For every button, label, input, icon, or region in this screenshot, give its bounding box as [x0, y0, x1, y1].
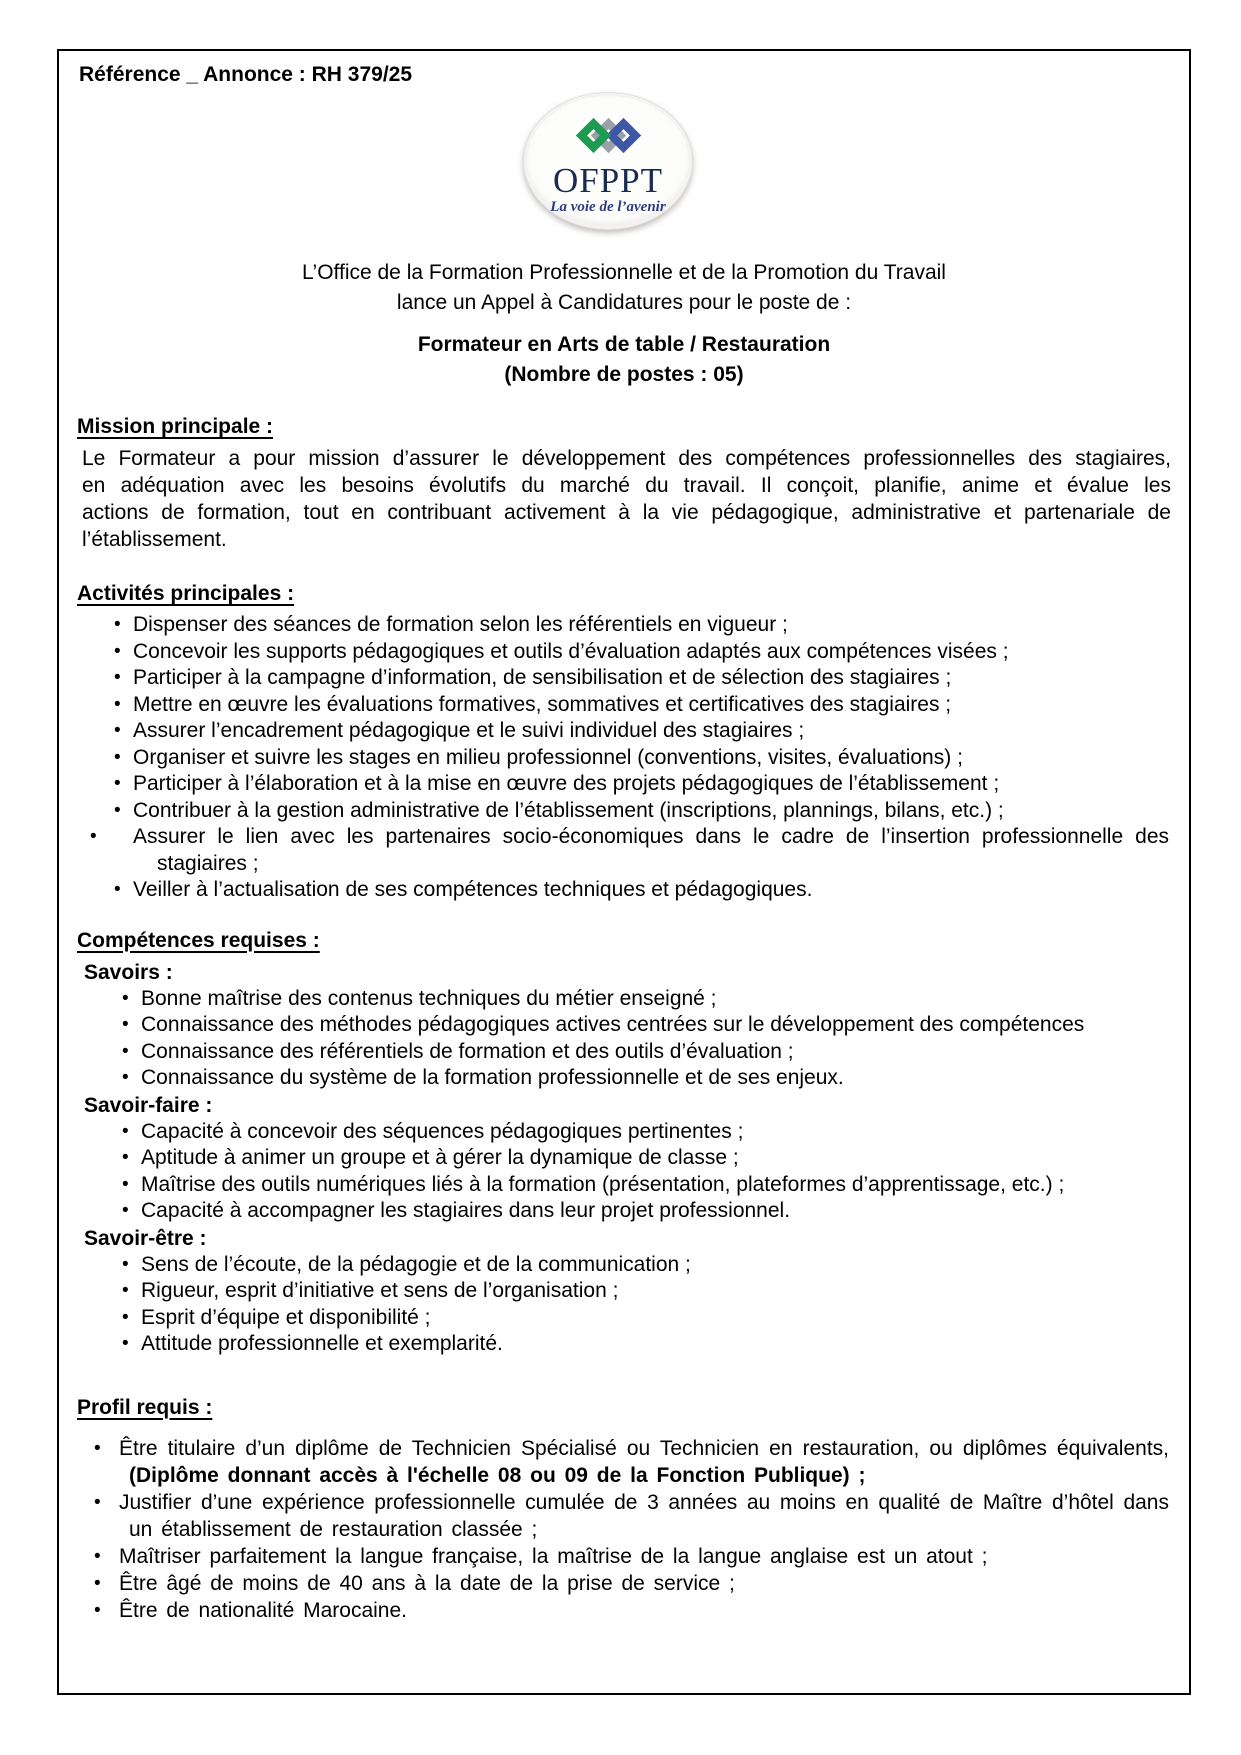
profil-item-text: Être titulaire d’un diplôme de Technicien Spécialisé ou Technicien en restauration, ou diplômes équivalents, — [119, 1436, 1169, 1460]
list-item: • Esprit d’équipe et disponibilité ; — [141, 1305, 1169, 1332]
list-item: • Connaissance du système de la formation professionnelle et de ses enjeux. — [141, 1065, 1169, 1092]
list-item: • Bonne maîtrise des contenus techniques du métier enseigné ; — [141, 986, 1169, 1013]
post-title: Formateur en Arts de table / Restauration — [417, 333, 831, 356]
section-heading-activites: Activités principales : — [77, 582, 295, 605]
ofppt-diamonds-icon — [524, 112, 692, 158]
list-item: • Dispenser des séances de formation selon les référentiels en vigueur ; — [133, 612, 1169, 639]
list-item: • Concevoir les supports pédagogiques et outils d’évaluation adaptés aux compétences visées ; — [133, 639, 1169, 666]
group-label-savoir-faire: Savoir-faire : — [84, 1093, 213, 1117]
list-item: • Maîtrise des outils numériques liés à la formation (présentation, plateformes d’apprentissage, etc.) ; — [141, 1172, 1169, 1199]
profil-item-text: Justifier d’une expérience professionnelle cumulée de 3 années au moins en qualité de Maître d’hôtel dans un établissement de restauration classée ; — [119, 1490, 1169, 1541]
savoirs-list — [77, 986, 1171, 1092]
competences-group-savoir-faire — [77, 1092, 1171, 1225]
profil-list — [77, 1435, 1171, 1624]
list-item: • Aptitude à animer un groupe et à gérer la dynamique de classe ; — [141, 1145, 1169, 1172]
competences-group-savoir-etre — [77, 1225, 1171, 1358]
mission-paragraph: Le Formateur a pour mission d’assurer le développement des compétences professionnelles des stagiaires, en adéquation avec les besoins évolutifs du marché du travail. Il conçoit, planifie, anime et évalue les actions de formation, tout en contribuant activement à la vie pédagogique, administrative et partenariale de l’établissement. — [82, 447, 1171, 551]
ofppt-logo-name: OFPPT — [552, 161, 664, 200]
intro-line-1: L’Office de la Formation Professionnelle et de la Promotion du Travail — [302, 261, 946, 284]
section-heading-competences: Compétences requises : — [77, 928, 320, 952]
savoir-faire-list — [77, 1119, 1171, 1225]
section-heading-mission: Mission principale : — [77, 415, 274, 438]
list-item: • Contribuer à la gestion administrative de l’établissement (inscriptions, plannings, bilans, etc.) ; — [133, 798, 1169, 825]
document-border-frame — [57, 49, 1191, 1695]
ofppt-logo-tagline: La voie de l’avenir — [550, 199, 666, 215]
list-item: • Mettre en œuvre les évaluations formatives, sommatives et certificatives des stagiaires ; — [133, 692, 1169, 719]
intro-block — [77, 258, 1171, 318]
profil-item-text: Être âgé de moins de 40 ans à la date de la prise de service ; — [119, 1571, 735, 1595]
competences-group-savoirs — [77, 959, 1171, 1092]
list-item — [119, 1597, 1169, 1624]
profil-item-text: Maîtriser parfaitement la langue française, la maîtrise de la langue anglaise est un atout ; — [119, 1544, 988, 1568]
ofppt-logo — [77, 92, 1171, 238]
list-item: • Assurer le lien avec les partenaires socio-économiques dans le cadre de l’insertion professionnelle des stagiaires ; — [133, 824, 1169, 877]
ofppt-logo-oval — [523, 92, 693, 230]
list-item: • Capacité à accompagner les stagiaires dans leur projet professionnel. — [141, 1198, 1169, 1225]
list-item: • Attitude professionnelle et exemplarité. — [141, 1331, 1169, 1358]
section-heading-profil: Profil requis : — [77, 1395, 213, 1419]
list-item: • Capacité à concevoir des séquences pédagogiques pertinentes ; — [141, 1119, 1169, 1146]
list-item — [119, 1570, 1169, 1597]
savoir-etre-list — [77, 1252, 1171, 1358]
profil-item-text: Être de nationalité Marocaine. — [119, 1598, 407, 1622]
list-item: • Participer à l’élaboration et à la mise en œuvre des projets pédagogiques de l’établissement ; — [133, 771, 1169, 798]
list-item: • Rigueur, esprit d’initiative et sens de l’organisation ; — [141, 1278, 1169, 1305]
list-item: • Organiser et suivre les stages en milieu professionnel (conventions, visites, évaluations) ; — [133, 745, 1169, 772]
post-count: (Nombre de postes : 05) — [504, 363, 744, 386]
profil-item-bold-text: (Diplôme donnant accès à l'échelle 08 ou 09 de la Fonction Publique) ; — [129, 1463, 866, 1487]
post-title-block — [77, 330, 1171, 390]
activites-list — [77, 612, 1171, 904]
list-item: • Participer à la campagne d’information, de sensibilisation et de sélection des stagiaires ; — [133, 665, 1169, 692]
list-item — [119, 1543, 1169, 1570]
list-item: • Sens de l’écoute, de la pédagogie et de la communication ; — [141, 1252, 1169, 1279]
list-item — [119, 1489, 1169, 1543]
list-item: • Veiller à l’actualisation de ses compétences techniques et pédagogiques. — [133, 877, 1169, 904]
reference-line: Référence _ Annonce : RH 379/25 — [79, 63, 413, 86]
list-item — [119, 1435, 1169, 1489]
list-item: • Assurer l’encadrement pédagogique et le suivi individuel des stagiaires ; — [133, 718, 1169, 745]
intro-line-2: lance un Appel à Candidatures pour le poste de : — [396, 291, 852, 314]
list-item: • Connaissance des référentiels de formation et des outils d’évaluation ; — [141, 1039, 1169, 1066]
list-item: • Connaissance des méthodes pédagogiques actives centrées sur le développement des compétences — [141, 1012, 1169, 1039]
group-label-savoir-etre: Savoir-être : — [84, 1226, 207, 1250]
group-label-savoirs: Savoirs : — [84, 960, 173, 984]
